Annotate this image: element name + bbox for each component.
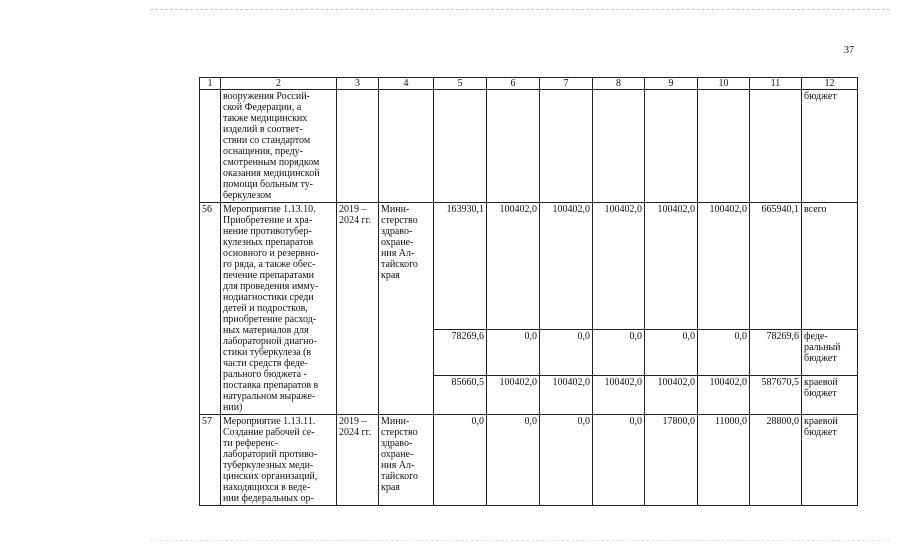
value-cell [487, 90, 540, 203]
description-cell: Мероприятие 1.13.10. Приобретение и хра- нение противотубер- кулезных препаратов основного и резервно- го ряда, а также обес- печение препаратами для проведения имму- нодиагностики среди детей и подростков, приобретение расход- ных материалов для лабораторной диагно- стики туберкулеза (в части средств феде- рального бюджета - поставка препаратов в натуральном выраже- нии) [221, 203, 337, 415]
column-header: 1 [200, 78, 221, 90]
value-cell: 0,0 [593, 415, 645, 506]
executor-cell: Мини- стерство здраво- охране- ния Ал- тайского края [379, 415, 434, 506]
executor-cell: Мини- стерство здраво- охране- ния Ал- тайского края [379, 203, 434, 415]
value-cell: 100402,0 [645, 375, 698, 414]
column-header: 11 [750, 78, 802, 90]
table-row-56-total [200, 203, 858, 330]
table-row-57 [200, 415, 858, 506]
column-header: 4 [379, 78, 434, 90]
value-cell: 17800,0 [645, 415, 698, 506]
value-cell: 0,0 [645, 329, 698, 375]
value-cell: 11000,0 [698, 415, 750, 506]
value-cell [645, 90, 698, 203]
column-header: 9 [645, 78, 698, 90]
row-number-cell [200, 90, 221, 203]
value-cell: 0,0 [487, 415, 540, 506]
value-cell [540, 90, 593, 203]
value-cell: 78269,6 [750, 329, 802, 375]
column-header: 12 [802, 78, 858, 90]
value-cell: 0,0 [698, 329, 750, 375]
budget-table [199, 77, 858, 506]
funding-source-cell: бюджет [802, 90, 858, 203]
value-cell: 85660,5 [434, 375, 487, 414]
column-header: 2 [221, 78, 337, 90]
value-cell: 100402,0 [593, 203, 645, 330]
funding-source-cell: краевой бюджет [802, 375, 858, 414]
description-cell: Мероприятие 1.13.11. Создание рабочей се- ти референс- лабораторий противо- туберкулезных меди- цинских организаций, находящихся в веде- нии федеральных ор- [221, 415, 337, 506]
description-cell: вооружения Россий- ской Федерации, а также медицинских изделий в соответ- ствии со стандартом оснащения, преду- смотренным порядком оказания медицинской помощи больным ту- беркулезом [221, 90, 337, 203]
period-cell [337, 90, 379, 203]
value-cell: 100402,0 [593, 375, 645, 414]
page-number: 37 [844, 45, 854, 56]
value-cell [698, 90, 750, 203]
value-cell: 665940,1 [750, 203, 802, 330]
value-cell: 163930,1 [434, 203, 487, 330]
value-cell: 587670,5 [750, 375, 802, 414]
column-header: 7 [540, 78, 593, 90]
value-cell [750, 90, 802, 203]
value-cell [593, 90, 645, 203]
table-header-row [200, 78, 858, 90]
value-cell: 78269,6 [434, 329, 487, 375]
row-number-cell: 56 [200, 203, 221, 415]
value-cell: 100402,0 [698, 203, 750, 330]
funding-source-cell: феде- ральный бюджет [802, 329, 858, 375]
column-header: 8 [593, 78, 645, 90]
value-cell [434, 90, 487, 203]
value-cell: 100402,0 [540, 203, 593, 330]
scan-top-edge [150, 9, 890, 10]
value-cell: 0,0 [540, 415, 593, 506]
column-header: 5 [434, 78, 487, 90]
value-cell: 0,0 [540, 329, 593, 375]
funding-source-cell: всего [802, 203, 858, 330]
executor-cell [379, 90, 434, 203]
column-header: 6 [487, 78, 540, 90]
value-cell: 100402,0 [487, 375, 540, 414]
period-cell: 2019 – 2024 гг. [337, 415, 379, 506]
table-row-continuation [200, 90, 858, 203]
value-cell: 100402,0 [540, 375, 593, 414]
column-header: 10 [698, 78, 750, 90]
period-cell: 2019 – 2024 гг. [337, 203, 379, 415]
value-cell: 0,0 [487, 329, 540, 375]
value-cell: 100402,0 [487, 203, 540, 330]
row-number-cell: 57 [200, 415, 221, 506]
value-cell: 0,0 [434, 415, 487, 506]
value-cell: 100402,0 [645, 203, 698, 330]
funding-source-cell: краевой бюджет [802, 415, 858, 506]
value-cell: 100402,0 [698, 375, 750, 414]
column-header: 3 [337, 78, 379, 90]
value-cell: 28800,0 [750, 415, 802, 506]
value-cell: 0,0 [593, 329, 645, 375]
scan-bottom-edge [150, 540, 890, 541]
